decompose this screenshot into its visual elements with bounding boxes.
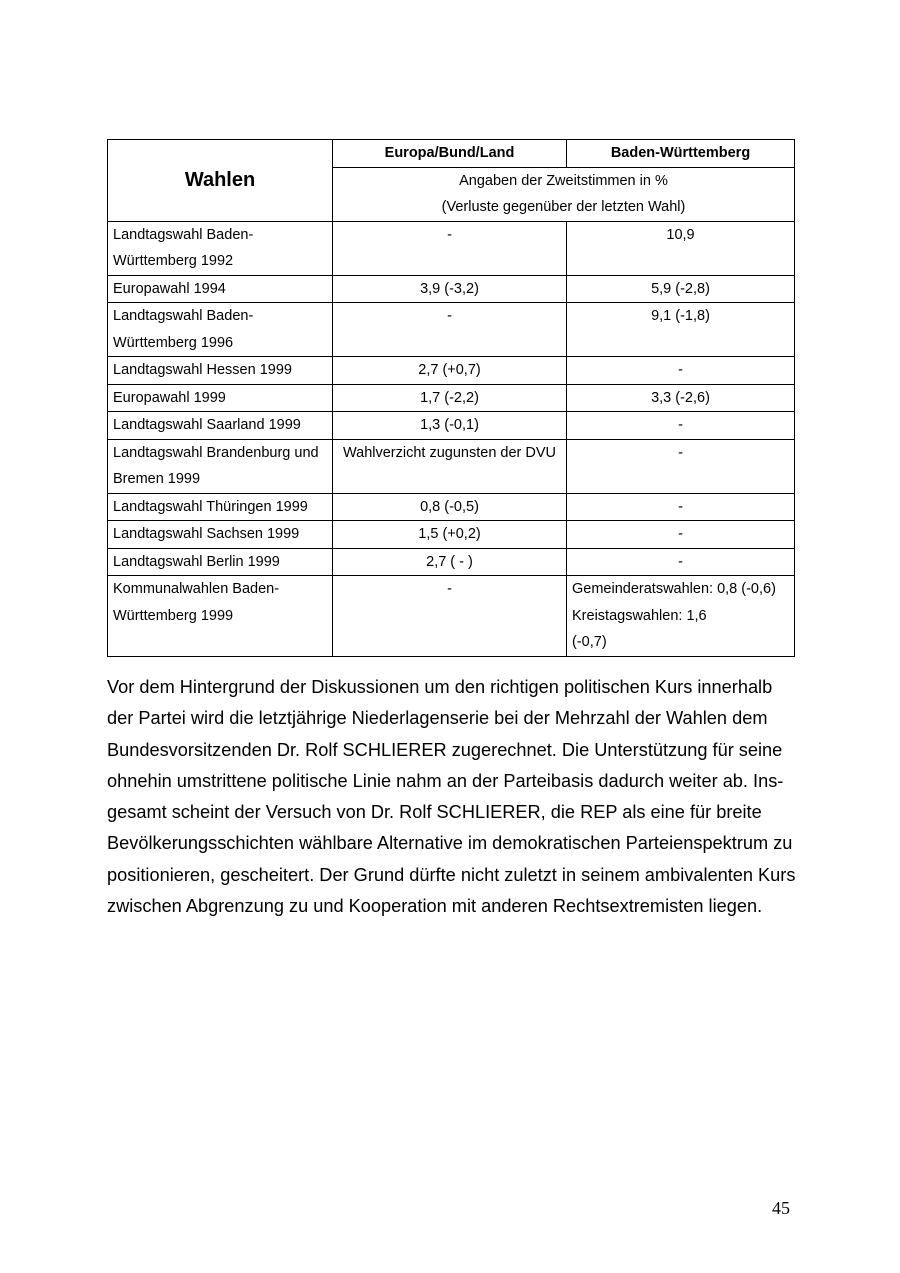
row-label-cell: [108, 221, 333, 275]
table-row: [108, 576, 795, 657]
cell-text: 1,3 (-0,1): [420, 417, 479, 433]
europa-bund-land-cell: [333, 548, 567, 576]
cell-text: Landtagswahl Berlin 1999: [113, 553, 280, 570]
cell-text: -: [447, 308, 452, 324]
europa-bund-land-cell: [333, 275, 567, 303]
cell-text: Württemberg 1999: [113, 607, 234, 624]
baden-wuerttemberg-cell: [567, 439, 795, 493]
cell-text: 3,3 (-2,6): [651, 389, 710, 406]
baden-wuerttemberg-cell: [567, 357, 795, 385]
cell-text: Wahlverzicht zugunsten der DVU: [342, 444, 557, 461]
cell-text: Landtagswahl Thüringen 1999: [113, 498, 308, 515]
table-row: [108, 493, 795, 521]
table-row: [108, 384, 795, 412]
cell-text: -: [447, 581, 452, 597]
cell-text: 1,5 (+0,2): [418, 526, 481, 542]
cell-text: 10,9: [666, 226, 695, 243]
baden-wuerttemberg-cell: [567, 521, 795, 549]
table-header-row: [108, 140, 795, 168]
header-europa-bund-land: Europa/Bund/Land: [333, 140, 567, 168]
header-zweitstimmen-note: [333, 167, 795, 221]
baden-wuerttemberg-cell: [567, 493, 795, 521]
table-row: [108, 275, 795, 303]
europa-bund-land-cell: [333, 439, 567, 493]
cell-text: -: [678, 526, 683, 542]
paragraph-line: Bevölkerungsschichten wählbare Alternative im demokratischen Parteienspektrum zu: [107, 833, 793, 854]
row-label-cell: [108, 576, 333, 657]
paragraph-line: gesamt scheint der Versuch von Dr. Rolf SCHLIERER, die REP als eine für breite: [107, 802, 762, 823]
cell-text: Europawahl 1994: [113, 280, 226, 297]
cell-text: Landtagswahl Baden-: [113, 308, 254, 324]
cell-text: Landtagswahl Brandenburg und: [113, 444, 319, 461]
row-label-cell: [108, 521, 333, 549]
election-results-table: [107, 139, 795, 657]
page-number: 45: [772, 1198, 790, 1218]
row-label-cell: [108, 439, 333, 493]
table-row: [108, 439, 795, 493]
baden-wuerttemberg-cell: [567, 548, 795, 576]
baden-wuerttemberg-cell: [567, 275, 795, 303]
cell-text: -: [678, 417, 683, 433]
row-label-cell: [108, 412, 333, 440]
baden-wuerttemberg-cell: [567, 576, 795, 657]
table-row: [108, 357, 795, 385]
table-row: [108, 521, 795, 549]
baden-wuerttemberg-cell: [567, 412, 795, 440]
cell-text: Württemberg 1996: [113, 334, 234, 351]
paragraph-line: ohnehin umstrittene politische Linie nahm an der Parteibasis dadurch weiter ab. Ins-: [107, 770, 784, 791]
subheader-line: Angaben der Zweitstimmen in %: [459, 172, 668, 189]
europa-bund-land-cell: [333, 576, 567, 657]
cell-text: 2,7 (+0,7): [418, 362, 481, 378]
table-row: [108, 412, 795, 440]
paragraph-line: zwischen Abgrenzung zu und Kooperation mit anderen Rechtsextremisten liegen.: [107, 896, 763, 917]
baden-wuerttemberg-cell: [567, 303, 795, 357]
paragraph-line: positionieren, gescheitert. Der Grund dürfte nicht zuletzt in seinem ambivalenten Kurs: [107, 864, 796, 885]
cell-text: Landtagswahl Hessen 1999: [113, 362, 292, 378]
cell-text: Kreistagswahlen: 1,6: [572, 607, 707, 624]
paragraph-line: der Partei wird die letztjährige Niederlagenserie bei der Mehrzahl der Wahlen dem: [107, 708, 768, 729]
cell-text: 0,8 (-0,5): [420, 498, 479, 515]
cell-text: Europawahl 1999: [113, 389, 226, 406]
cell-text: -: [447, 226, 452, 243]
row-label-cell: [108, 303, 333, 357]
europa-bund-land-cell: [333, 521, 567, 549]
body-paragraph: [107, 672, 807, 922]
cell-text: 1,7 (-2,2): [420, 389, 479, 406]
cell-text: Bremen 1999: [113, 471, 201, 487]
europa-bund-land-cell: [333, 303, 567, 357]
row-label-cell: [108, 384, 333, 412]
cell-text: 3,9 (-3,2): [420, 280, 479, 297]
baden-wuerttemberg-cell: [567, 384, 795, 412]
europa-bund-land-cell: [333, 412, 567, 440]
paragraph-line: Bundesvorsitzenden Dr. Rolf SCHLIERER zugerechnet. Die Unterstützung für seine: [107, 739, 783, 760]
table-row: [108, 548, 795, 576]
row-label-cell: [108, 493, 333, 521]
cell-text: Landtagswahl Baden-: [113, 226, 254, 243]
cell-text: (-0,7): [572, 634, 607, 650]
baden-wuerttemberg-cell: [567, 221, 795, 275]
cell-text: 2,7 ( - ): [426, 553, 473, 570]
cell-text: Württemberg 1992: [113, 253, 234, 269]
header-wahlen: Wahlen: [108, 140, 333, 222]
table-row: [108, 303, 795, 357]
cell-text: Gemeinderatswahlen: 0,8 (-0,6): [572, 581, 776, 597]
cell-text: Kommunalwahlen Baden-: [113, 581, 280, 597]
europa-bund-land-cell: [333, 384, 567, 412]
cell-text: -: [678, 498, 683, 515]
subheader-line: (Verluste gegenüber der letzten Wahl): [441, 199, 686, 215]
europa-bund-land-cell: [333, 357, 567, 385]
paragraph-line: Vor dem Hintergrund der Diskussionen um den richtigen politischen Kurs innerhalb: [107, 677, 773, 697]
cell-text: -: [678, 362, 683, 378]
europa-bund-land-cell: [333, 493, 567, 521]
cell-text: -: [678, 444, 683, 461]
cell-text: Landtagswahl Saarland 1999: [113, 417, 301, 433]
header-baden-wuerttemberg: Baden-Württemberg: [567, 140, 795, 168]
europa-bund-land-cell: [333, 221, 567, 275]
row-label-cell: [108, 548, 333, 576]
cell-text: 9,1 (-1,8): [651, 308, 710, 324]
cell-text: 5,9 (-2,8): [651, 280, 710, 297]
row-label-cell: [108, 275, 333, 303]
cell-text: Landtagswahl Sachsen 1999: [113, 526, 300, 542]
row-label-cell: [108, 357, 333, 385]
table-row: [108, 221, 795, 275]
cell-text: -: [678, 553, 683, 570]
